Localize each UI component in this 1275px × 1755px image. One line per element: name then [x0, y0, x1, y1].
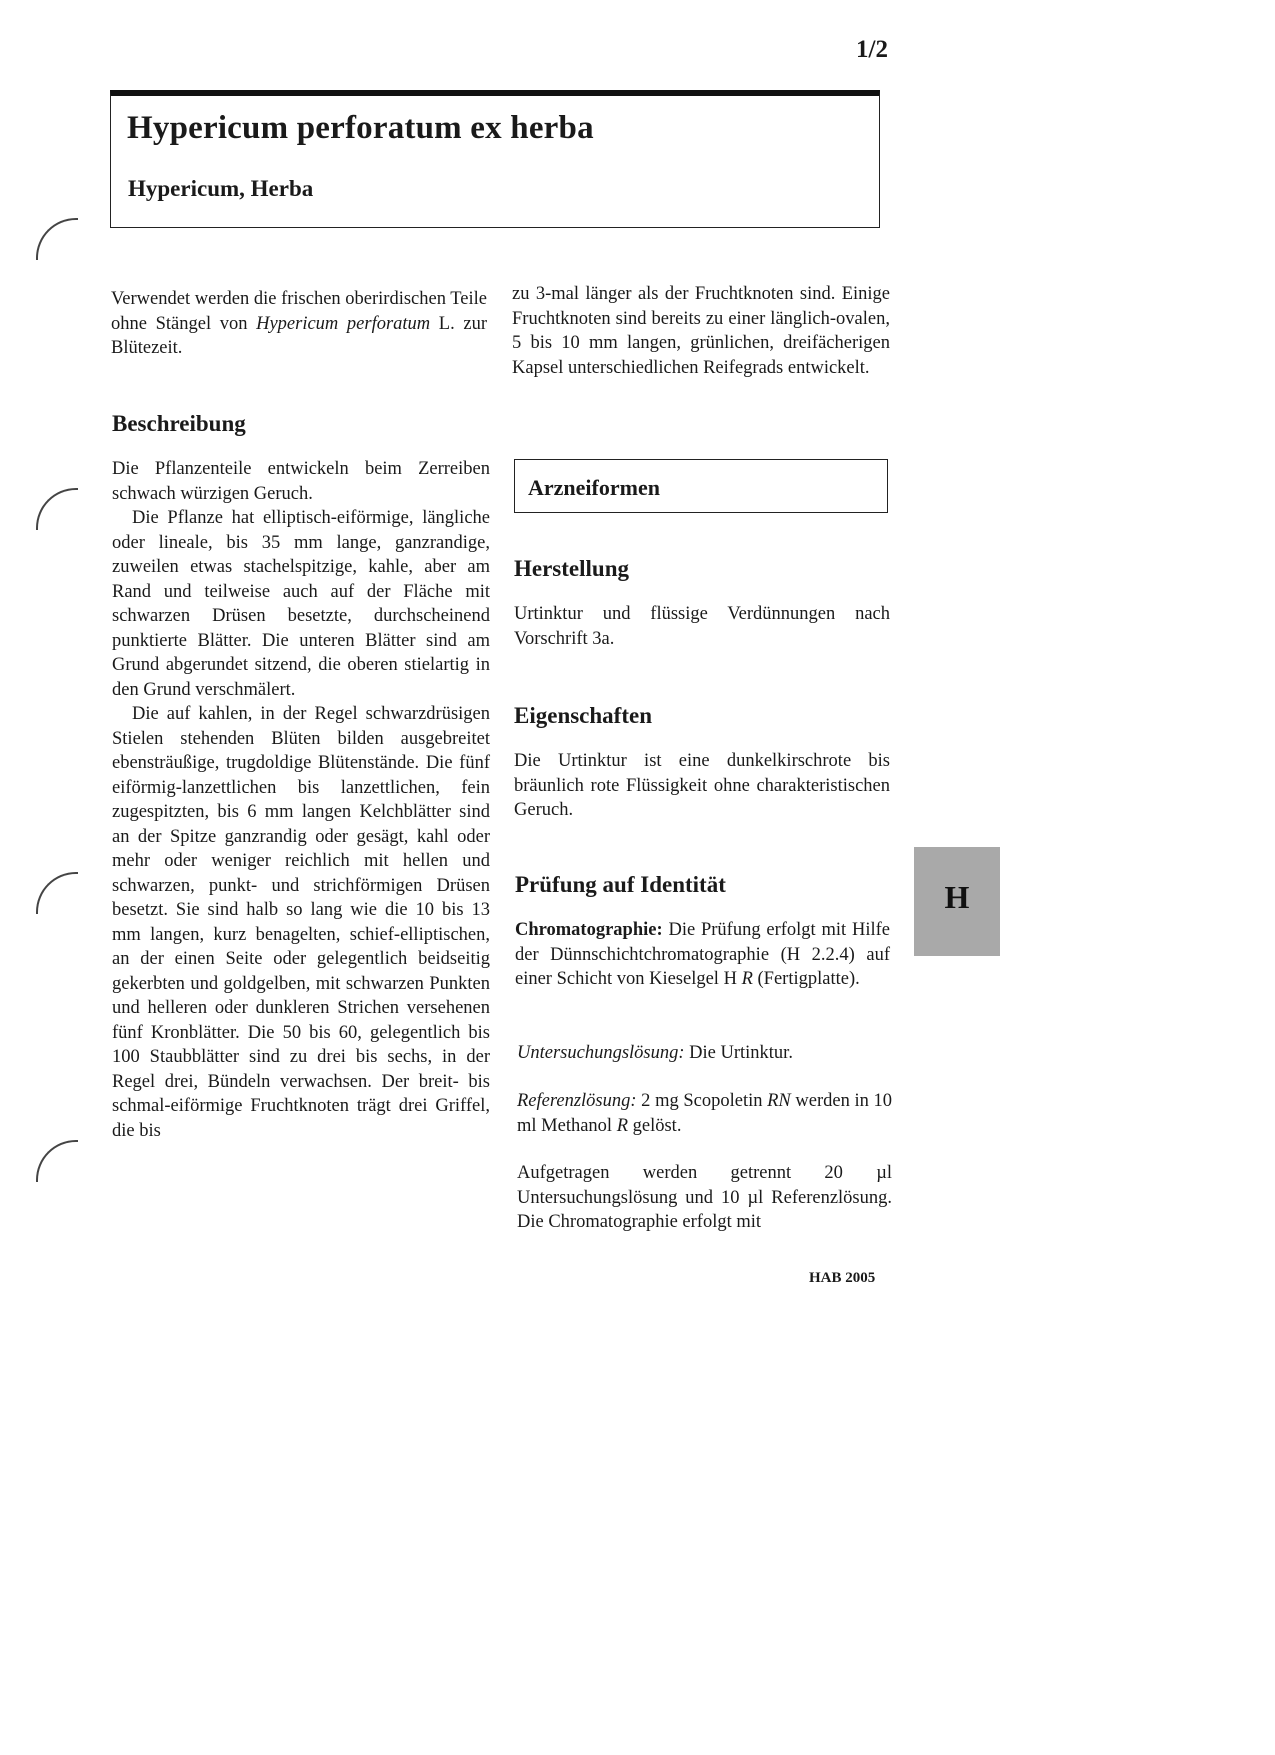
- punch-hole-mark: [36, 488, 78, 530]
- eigenschaften-text: Die Urtinktur ist eine dunkelkirschrote bis bräunlich rote Flüssigkeit ohne charakteristischen Geruch.: [514, 751, 890, 820]
- section-tab-letter: H: [944, 879, 970, 915]
- page-number: 1/2: [856, 36, 888, 63]
- section-tab-h: [914, 847, 1000, 956]
- heading-beschreibung: Beschreibung: [112, 411, 246, 436]
- beschreibung-paragraph-2: Die Pflanze hat elliptisch-eiförmige, längliche oder lineale, bis 35 mm lange, ganzrandige, zuweilen etwas stachelspitzige, kahle, aber am Rand und teilweise auch auf der Fläche mit schwarzen Drüsen besetzte, durchscheinend punktierte Blätter. Die unteren Blätter sind am Grund abgerundet sitzend, die oberen stielartig in den Grund verschmälert.: [112, 508, 490, 700]
- beschreibung-paragraph-1: Die Pflanzenteile entwickeln beim Zerreiben schwach würzigen Geruch.: [112, 459, 490, 504]
- heading-pruefung-identitaet: Prüfung auf Identität: [515, 872, 726, 897]
- monograph-title: Hypericum perforatum ex herba: [127, 110, 594, 146]
- intro-paragraph: Verwendet werden die frischen oberirdischen Teile ohne Stängel von Hypericum perforatum L. zur Blütezeit.: [111, 289, 487, 358]
- auftragung-paragraph: Aufgetragen werden getrennt 20 µl Untersuchungslösung und 10 µl Referenzlösung. Die Chromatographie erfolgt mit: [517, 1163, 892, 1232]
- heading-eigenschaften: Eigenschaften: [514, 703, 652, 728]
- heading-herstellung: Herstellung: [514, 556, 629, 581]
- beschreibung-text: [112, 457, 490, 1143]
- beschreibung-continuation: zu 3-mal länger als der Fruchtknoten sind. Einige Fruchtknoten sind bereits zu einer länglich-ovalen, 5 bis 10 mm langen, grünlichen, dreifächerigen Kapsel unterschiedlichen Reifegrads entwickelt.: [512, 284, 890, 378]
- referenzloesung-paragraph: Referenzlösung: 2 mg Scopoletin RN werden in 10 ml Methanol R gelöst.: [517, 1091, 892, 1136]
- punch-hole-mark: [36, 872, 78, 914]
- herstellung-text: Urtinktur und flüssige Verdünnungen nach Vorschrift 3a.: [514, 604, 890, 649]
- heading-arzneiformen: Arzneiformen: [528, 475, 660, 500]
- beschreibung-paragraph-3: Die auf kahlen, in der Regel schwarzdrüsigen Stielen stehenden Blüten bilden ausgebreitet ebensträußige, trugdoldige Blütenstände. Die fünf eiförmig-lanzettlichen bis lanzettlichen, fein zugespitzten, bis 6 mm langen Kelchblätter sind an der Spitze ganzrandig oder gesägt, kahl oder mehr oder weniger reichlich mit hellen und schwarzen, punkt- und strichförmigen Drüsen besetzt. Sie sind halb so lang wie die 10 bis 13 mm langen, kurz benagelten, schief-elliptischen, an der einen Seite oder gelegentlich beidseitig gekerbten und goldgelben, mit schwarzen Punkten und helleren oder dunkleren Strichen versehenen fünf Kronblätter. Die 50 bis 60, gelegentlich bis 100 Staubblätter sind zu drei bis sechs, in der Regel drei, Bündeln verwachsen. Der breit- bis schmal-eiförmige Fruchtknoten trägt drei Griffel, die bis: [112, 704, 490, 1141]
- untersuchungsloesung-paragraph: Untersuchungslösung: Die Urtinktur.: [517, 1043, 793, 1063]
- punch-hole-mark: [36, 1140, 78, 1182]
- punch-hole-mark: [36, 218, 78, 260]
- monograph-subtitle: Hypericum, Herba: [128, 176, 314, 201]
- chromatographie-paragraph: Chromatographie: Die Prüfung erfolgt mit Hilfe der Dünnschichtchromatographie (H 2.2.4) auf einer Schicht von Kieselgel H R (Fertigplatte).: [515, 920, 890, 989]
- footer-edition: HAB 2005: [809, 1270, 876, 1286]
